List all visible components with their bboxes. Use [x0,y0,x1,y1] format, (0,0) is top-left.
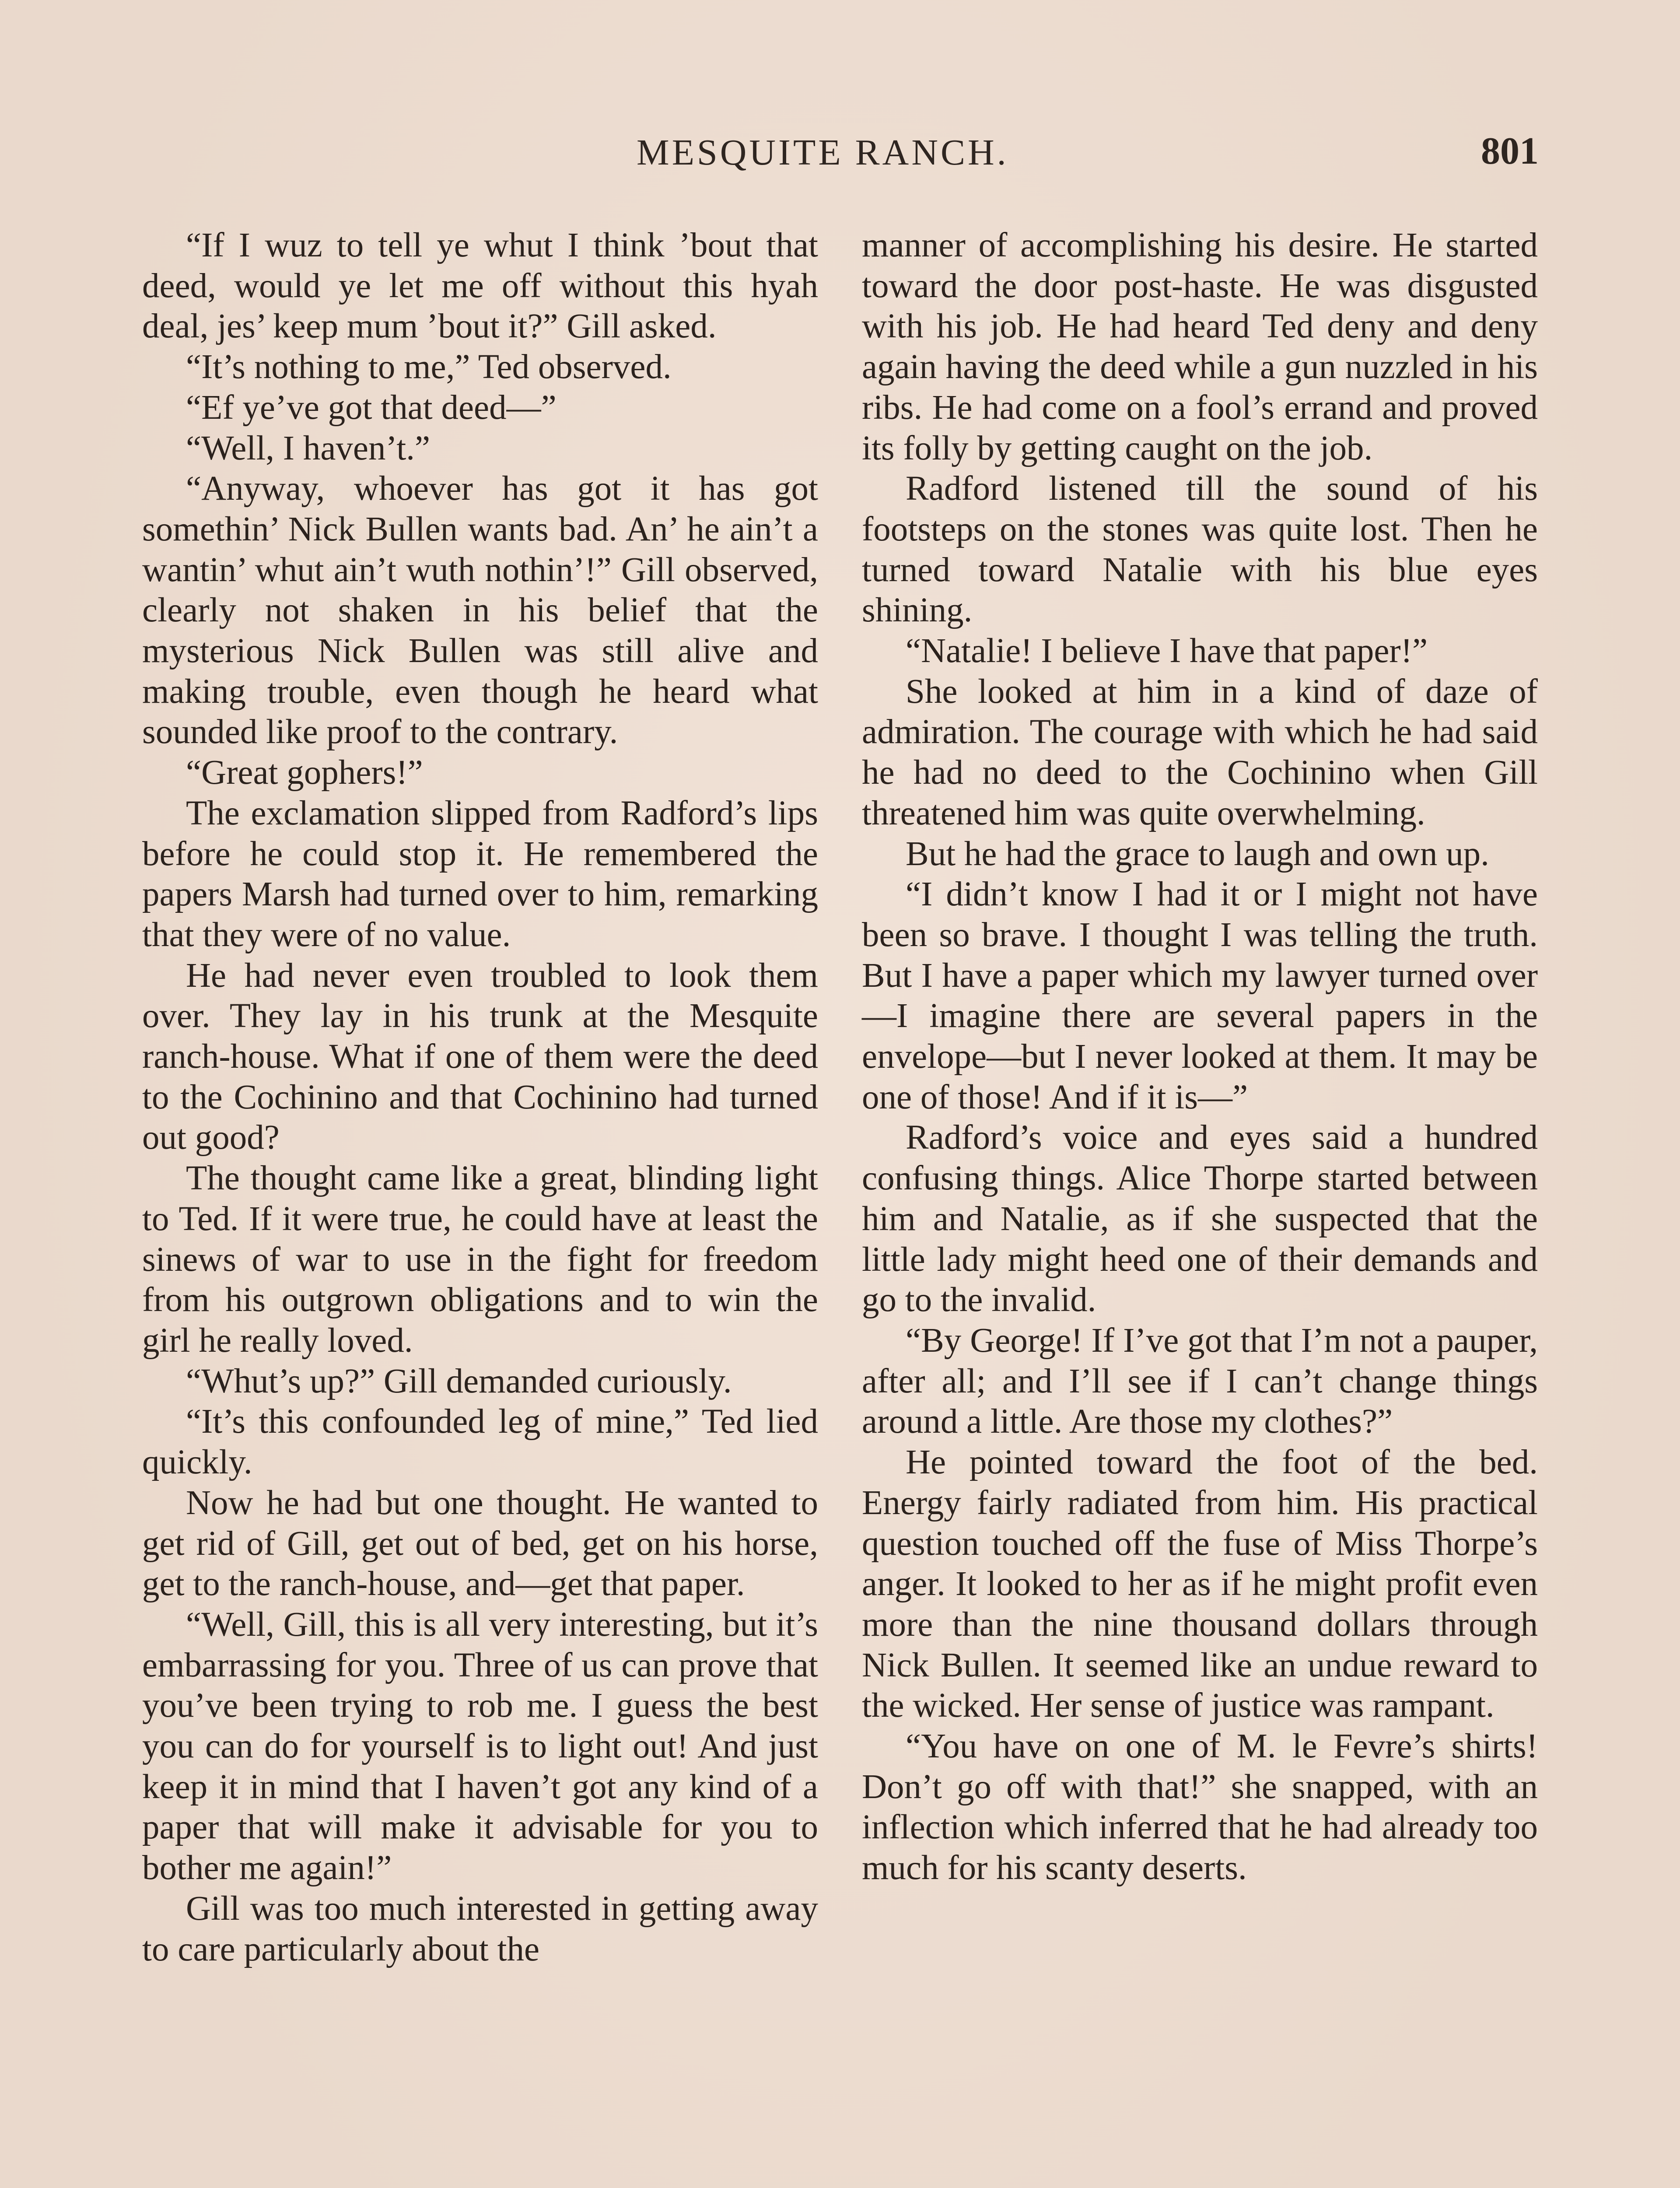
paragraph: She looked at him in a kind of daze of admiration. The courage with which he had said he had no deed to the Cochinino when Gill threatened him was quite overwhelming. [862,672,1538,832]
paragraph: Gill was too much interested in getting away to care particularly about the [142,1889,818,1968]
paragraph: “Great gophers!” [186,754,423,792]
right-column [862,225,1538,1889]
paragraph: “Well, Gill, this is all very interesting, but it’s embarrassing for you. Three of us can prove that you’ve been trying to rob me. I guess the best you can do for yourself is to light out! And just keep it in mind that I haven’t got any kind of a paper that will make it advisable for you to bother me again!” [142,1605,818,1887]
paragraph: “Well, I haven’t.” [186,429,430,467]
paragraph: “Anyway, whoever has got it has got somethin’ Nick Bullen wants bad. An’ he ain’t a wantin’ whut ain’t wuth nothin’!” Gill observed, clearly not shaken in his belief that the mysterious Nick Bullen was still alive and making trouble, even though he heard what sounded like proof to the contrary. [142,470,818,751]
paragraph: “I didn’t know I had it or I might not have been so brave. I thought I was telling the truth. But I have a paper which my lawyer turned over—I imagine there are several papers in the envelope—but I never looked at them. It may be one of those! And if it is—” [862,875,1538,1116]
paragraph-continuation: manner of accomplishing his desire. He started toward the door post-haste. He was disgusted with his job. He had heard Ted deny and deny again having the deed while a gun nuzzled in his ribs. He had come on a fool’s errand and proved its folly by getting caught on the job. [862,226,1538,467]
running-head: MESQUITE RANCH. [637,132,1009,173]
paragraph: “By George! If I’ve got that I’m not a pauper, after all; and I’ll see if I can’t change things around a little. Are those my clothes?” [862,1321,1538,1441]
page-number: 801 [1481,130,1539,172]
paragraph: “Whut’s up?” Gill demanded curiously. [186,1362,732,1400]
paragraph: “You have on one of M. le Fevre’s shirts! Don’t go off with that!” she snapped, with an inflection which inferred that he had already too much for his scanty deserts. [862,1727,1538,1887]
paragraph: The exclamation slipped from Radford’s lips before he could stop it. He remembered the papers Marsh had turned over to him, remarking that they were of no value. [142,794,818,954]
paragraph: But he had the grace to laugh and own up. [906,835,1489,873]
paragraph: Radford listened till the sound of his footsteps on the stones was quite lost. Then he turned toward Natalie with his blue eyes shining. [862,470,1538,630]
paragraph: He had never even troubled to look them over. They lay in his trunk at the Mesquite ranch-house. What if one of them were the deed to the Cochinino and that Cochinino had turned out good? [142,956,818,1157]
paragraph: “If I wuz to tell ye whut I think ’bout that deed, would ye let me off without this hyah deal, jes’ keep mum ’bout it?” Gill asked. [142,226,818,346]
paragraph: “It’s this confounded leg of mine,” Ted lied quickly. [142,1403,818,1482]
paragraph: Radford’s voice and eyes said a hundred confusing things. Alice Thorpe started between him and Natalie, as if she suspected that the little lady might heed one of their demands and go to the invalid. [862,1119,1538,1319]
left-column [142,225,818,1970]
paragraph: The thought came like a great, blinding light to Ted. If it were true, he could have at least the sinews of war to use in the fight for freedom from his outgrown obligations and to win the girl he really loved. [142,1159,818,1360]
paragraph: “Natalie! I believe I have that paper!” [906,632,1428,670]
paragraph: He pointed toward the foot of the bed. Energy fairly radiated from him. His practical question touched off the fuse of Miss Thorpe’s anger. It looked to her as if he might profit even more than the nine thousand dollars through Nick Bullen. It seemed like an undue reward to the wicked. Her sense of justice was rampant. [862,1443,1538,1725]
paragraph: “It’s nothing to me,” Ted observed. [186,348,672,386]
paragraph: “Ef ye’ve got that deed—” [186,388,556,427]
paragraph: Now he had but one thought. He wanted to get rid of Gill, get out of bed, get on his horse, get to the ranch-house, and—get that paper. [142,1483,818,1603]
